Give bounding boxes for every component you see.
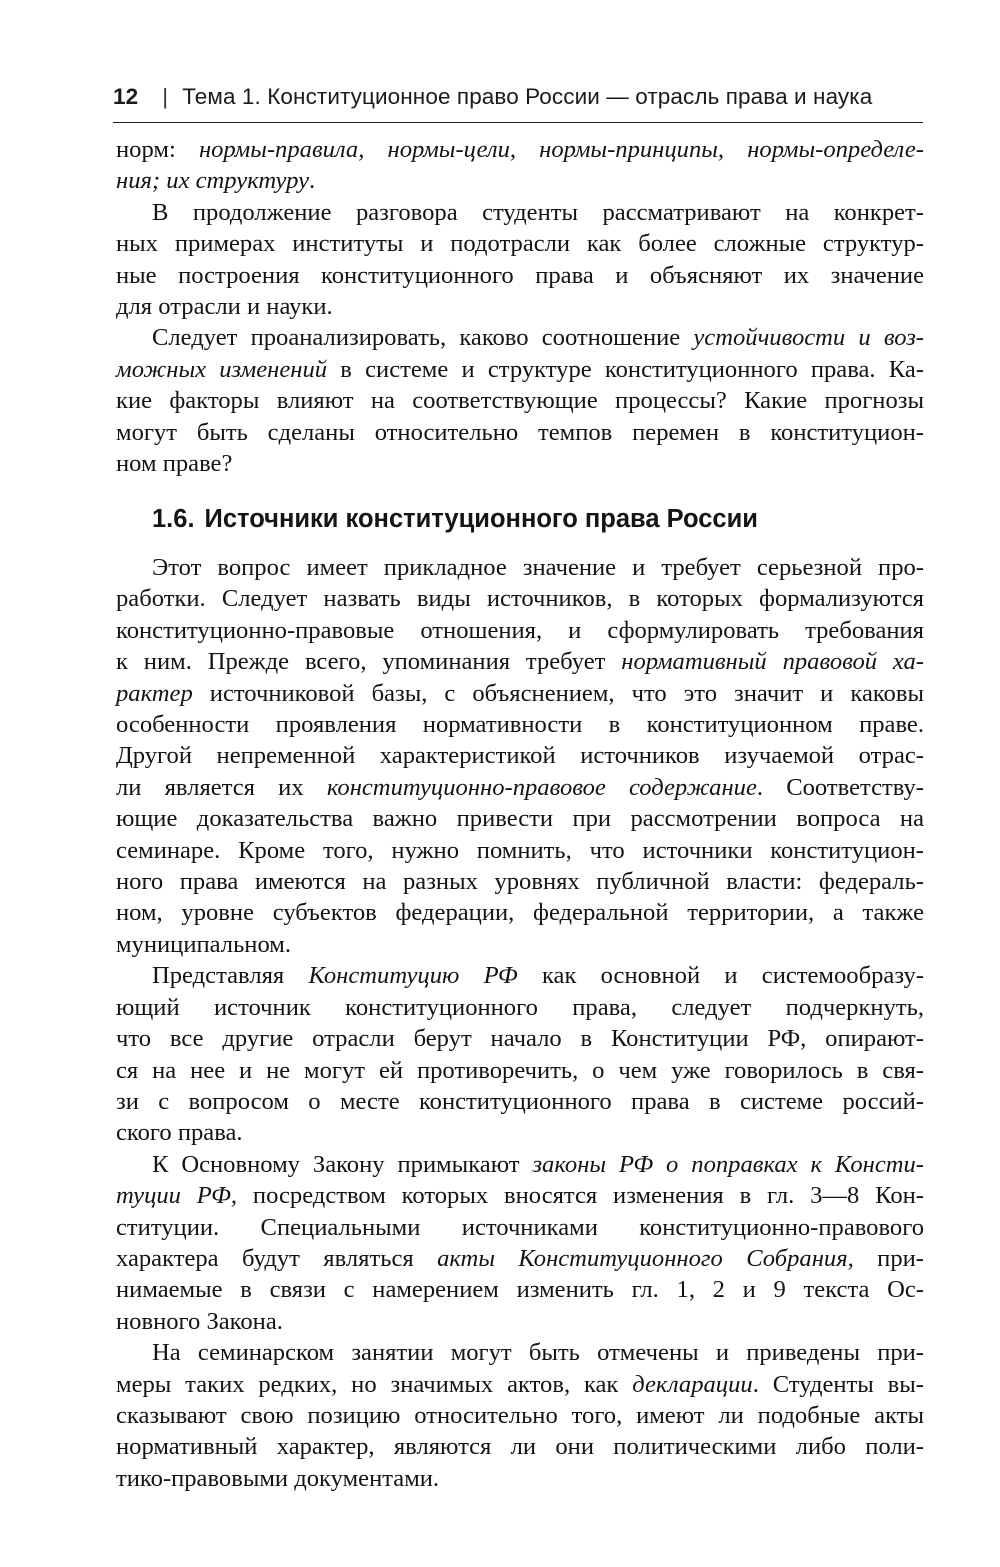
paragraph [116,1149,924,1337]
text-line: новного Закона. [116,1307,283,1335]
paragraph [116,322,924,479]
running-header [113,84,923,110]
text-line: На семинарском занятии могут быть отмечены и приведены при- [152,1339,924,1367]
text-block-main [116,552,924,1494]
text-line: В продолжение разговора студенты рассматривают на конкрет- [152,198,924,226]
text-line: зи с вопросом о месте конституционного права в системе россий- [116,1087,924,1115]
section-heading [152,505,758,534]
text-span: к ним. Прежде всего, упоминания требует [116,648,622,676]
italic-term: декларации [632,1370,753,1398]
text-line: ся на нее и не могут ей противоречить, о чем уже говорилось в свя- [116,1056,924,1084]
text-line: ского права. [116,1119,243,1147]
paragraph [116,134,924,197]
italic-term: нормативный правовой ха- [621,648,924,676]
italic-term: ния; их структуру [116,167,310,195]
italic-term: туции РФ, [116,1182,238,1210]
italic-term: Конституцию РФ [308,962,518,990]
text-span: ли является их [116,773,327,801]
text-line: семинаре. Кроме того, нужно помнить, что источники конституцион- [116,836,924,864]
text-span: источниковой базы, с объяснением, что это значит и каковы [192,679,924,707]
paragraph [116,960,924,1148]
text-line: нормативный характер, являются ли они политическими либо поли- [116,1433,924,1461]
paragraph [116,197,924,323]
text-line: конституционно-правовые отношения, и сформулировать требования [116,616,924,644]
text-line: ного права имеются на разных уровнях публичной власти: федераль- [116,868,924,896]
paragraph [116,1337,924,1494]
text-span: . Соответству- [756,773,925,801]
italic-term: рактер [116,679,193,707]
text-span: характера будут являться [116,1244,438,1272]
italic-term: нормы-правила, нормы-цели, нормы-принципы, нормы-определе- [198,136,924,163]
italic-term: акты Конституционного Собрания, [437,1244,854,1272]
text-line: ных примерах институты и подотрасли как более сложные структур- [116,230,924,258]
text-span: посредством которых вносятся изменения в гл. 3—8 Кон- [237,1182,924,1210]
italic-term: можных изменений [116,355,328,383]
section-title: Источники конституционного права России [204,505,758,533]
text-line: нимаемые в связи с намерением изменить гл. 1, 2 и 9 текста Ос- [116,1276,924,1304]
text-line: особенности проявления нормативности в конституционном праве. [116,711,924,739]
text-line: сказывают свою позицию относительно того, имеют ли подобные акты [116,1401,924,1429]
text-line: Другой непременной характеристикой источников изучаемой отрас- [116,742,924,770]
text-line: работки. Следует назвать виды источников, в которых формализуются [116,585,924,613]
paragraph [116,552,924,960]
running-title: Тема 1. Конституционное право России — отрасль права и наука [182,84,873,109]
text-line: ющие доказательства важно привести при рассмотрении вопроса на [116,805,924,833]
text-line: ные построения конституционного права и объясняют их значение [116,261,924,289]
text-line: тико-правовыми документами. [116,1464,440,1492]
italic-term: конституционно-правовое содержание [326,773,757,801]
text-line: ституции. Специальными источниками конституционно-правового [116,1213,924,1241]
text-span: меры таких редких, но значимых актов, как [116,1370,633,1398]
section-number: 1.6. [152,505,195,533]
text-line: ном, уровне субъектов федерации, федеральной территории, а также [116,899,924,927]
text-span: . [309,167,316,195]
italic-term: устойчивости и воз- [693,324,924,352]
text-span: Следует проанализировать, каково соотношение [152,324,694,352]
text-line: могут быть сделаны относительно темпов перемен в конституцион- [116,418,924,446]
text-line: Этот вопрос имеет прикладное значение и требует серьезной про- [152,554,924,581]
text-span: К Основному Закону примыкают [152,1150,533,1178]
text-span: норм: [116,136,199,163]
text-span: как основной и системообразу- [517,962,924,990]
text-span: в системе и структуре конституционного права. Ка- [327,355,924,383]
text-line: ном праве? [116,450,233,478]
header-separator: | [162,84,169,109]
text-line: для отрасли и науки. [116,293,333,321]
header-rule [113,122,923,123]
text-line: муниципальном. [116,930,291,958]
text-block-top [116,134,924,479]
text-span: . Студенты вы- [752,1370,924,1398]
text-span: при- [853,1244,924,1272]
text-span: Представляя [152,962,309,990]
text-line: что все другие отрасли берут начало в Конституции РФ, опирают- [116,1025,924,1053]
page-number: 12 [113,84,139,109]
text-line: ющий источник конституционного права, следует подчеркнуть, [116,993,924,1021]
italic-term: законы РФ о поправках к Консти- [532,1150,924,1178]
text-line: кие факторы влияют на соответствующие процессы? Какие прогнозы [116,387,924,415]
